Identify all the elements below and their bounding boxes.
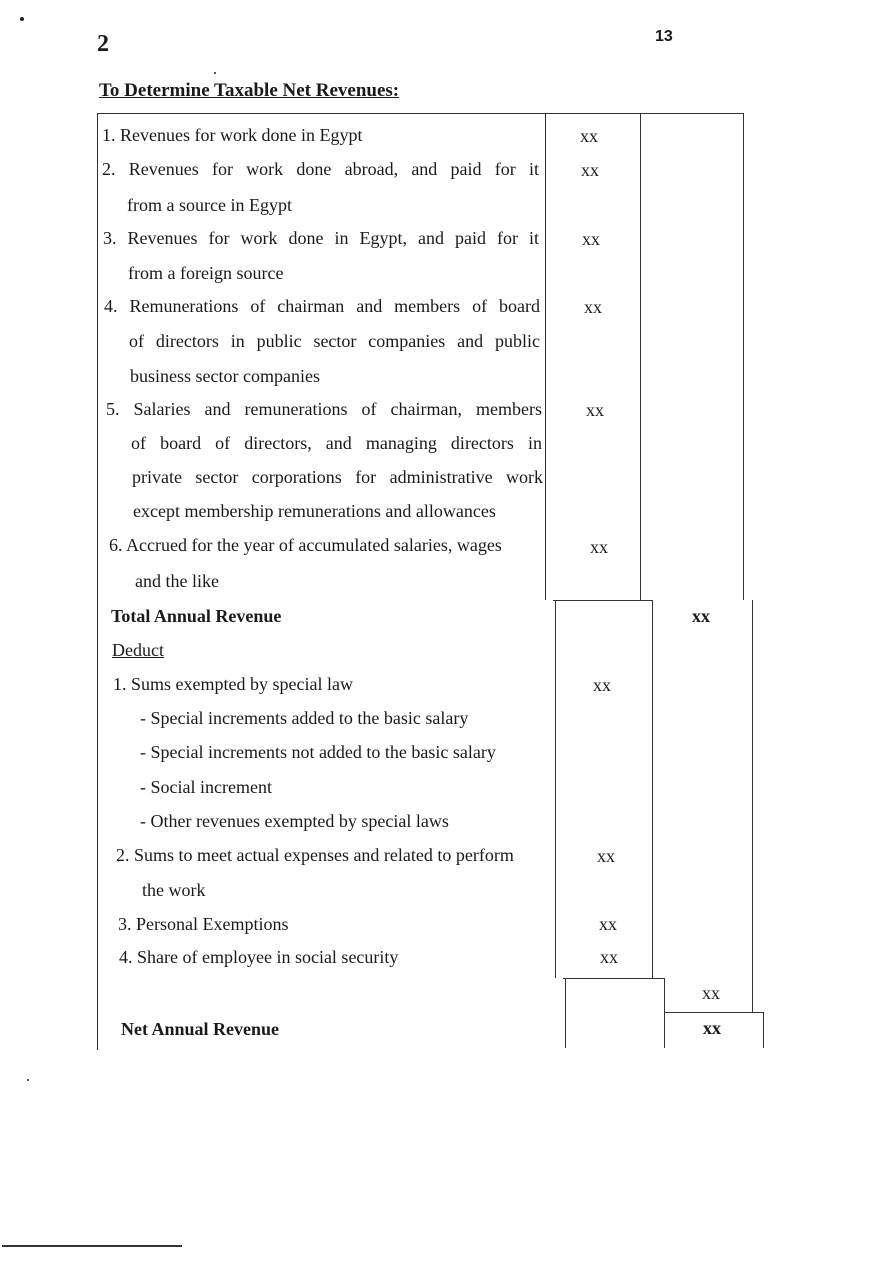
page-number-right: 13	[655, 28, 673, 45]
scan-edge-line	[2, 1245, 182, 1247]
scan-speck	[20, 17, 24, 21]
net-annual-revenue-label: Net Annual Revenue	[121, 1019, 280, 1039]
deduct-item-4: 4. Share of employee in social security	[119, 947, 399, 967]
revenue-item-5-cont: of board of directors, and managing directors in	[131, 433, 542, 453]
revenue-item-2: 2. Revenues for work done abroad, and paid for it	[102, 159, 539, 179]
revenue-item-6-cont: and the like	[135, 571, 219, 591]
deduct-subtotal-amount: xx	[702, 983, 720, 1003]
deduct-item-2-cont: the work	[142, 880, 206, 900]
deduct-item-1: 1. Sums exempted by special law	[113, 674, 353, 694]
deduct-item-1-amount: xx	[593, 675, 611, 695]
deduct-sub-item: - Special increments not added to the basic salary	[140, 742, 496, 762]
revenue-item-1: 1. Revenues for work done in Egypt	[102, 125, 363, 145]
revenue-item-5-amount: xx	[586, 400, 604, 420]
revenue-item-5: 5. Salaries and remunerations of chairman, members	[106, 399, 542, 419]
scan-speck	[214, 72, 216, 74]
deduct-item-3-amount: xx	[599, 914, 617, 934]
deduct-sub-item: - Special increments added to the basic salary	[140, 708, 469, 728]
revenue-item-4: 4. Remunerations of chairman and members of board	[104, 296, 540, 316]
revenue-item-3-cont: from a foreign source	[128, 263, 284, 283]
section-heading: To Determine Taxable Net Revenues:	[99, 80, 400, 101]
revenue-item-4-amount: xx	[584, 297, 602, 317]
revenue-item-4-cont: business sector companies	[130, 366, 320, 386]
deduct-item-4-amount: xx	[600, 947, 618, 967]
revenue-item-1-amount: xx	[580, 126, 598, 146]
deduct-item-2-amount: xx	[597, 846, 615, 866]
revenue-item-5-cont: except membership remunerations and allowances	[133, 501, 496, 521]
net-annual-revenue-amount: xx	[703, 1018, 721, 1038]
revenue-item-4-cont: of directors in public sector companies and public	[129, 331, 540, 351]
scan-speck	[27, 1079, 29, 1081]
revenue-item-3-amount: xx	[582, 229, 600, 249]
deduct-sub-item: - Social increment	[140, 777, 272, 797]
revenue-item-2-cont: from a source in Egypt	[127, 195, 292, 215]
page-number-left: 2	[97, 31, 109, 57]
revenue-item-3: 3. Revenues for work done in Egypt, and paid for it	[103, 228, 539, 248]
revenue-item-5-cont: private sector corporations for administrative work	[132, 467, 543, 487]
deduct-item-3: 3. Personal Exemptions	[118, 914, 289, 934]
revenue-item-6: 6. Accrued for the year of accumulated salaries, wages	[109, 535, 502, 555]
revenue-item-2-amount: xx	[581, 160, 599, 180]
total-annual-revenue-amount: xx	[692, 606, 710, 626]
deduct-sub-item: - Other revenues exempted by special laws	[140, 811, 449, 831]
total-annual-revenue-label: Total Annual Revenue	[111, 606, 282, 626]
revenue-item-6-amount: xx	[590, 537, 608, 557]
deduct-item-2: 2. Sums to meet actual expenses and related to perform	[116, 845, 514, 865]
deduct-label: Deduct	[112, 640, 164, 660]
